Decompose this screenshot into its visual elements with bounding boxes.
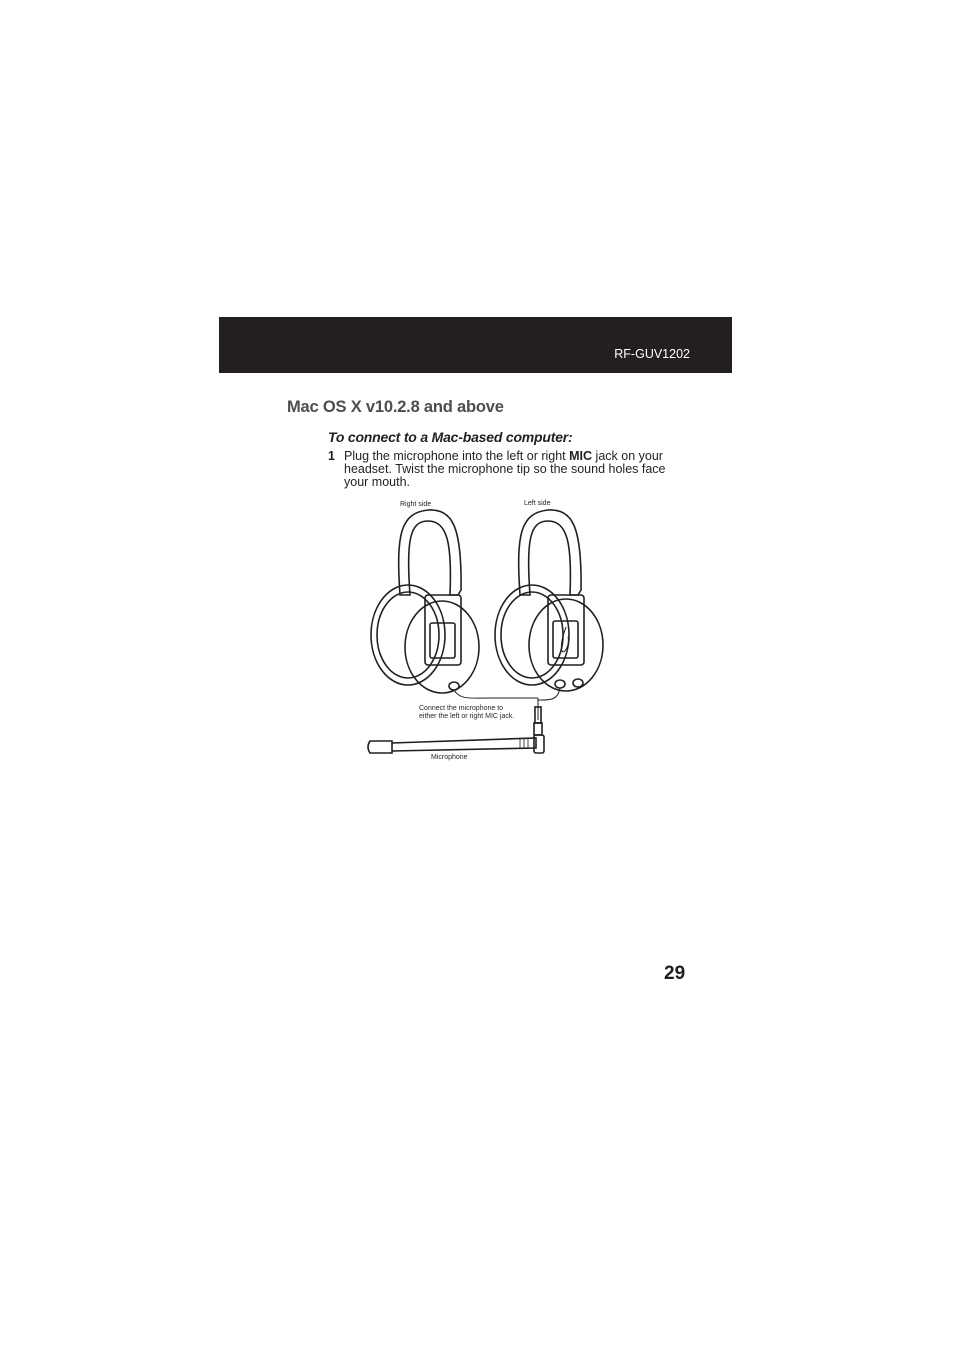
step-text-before: Plug the microphone into the left or right [344, 449, 570, 463]
connect-caption-line-1: Connect the microphone to [419, 705, 504, 712]
right-side-label: Right side [400, 501, 432, 508]
connect-caption [419, 705, 514, 721]
left-side-label: Left side [524, 500, 551, 507]
right-headphone [371, 510, 479, 693]
page-number: 29 [664, 963, 686, 984]
headset-drawing [360, 495, 620, 770]
step-1 [328, 450, 688, 489]
procedure-title: To connect to a Mac-based computer: [328, 429, 573, 445]
headset-illustration [360, 495, 620, 770]
section-title: Mac OS X v10.2.8 and above [287, 398, 504, 416]
connect-caption-line-2: either the left or right MIC jack. [419, 713, 515, 720]
model-number: RF-GUV1202 [614, 347, 690, 361]
header-bar [219, 317, 732, 373]
mic-label: MIC [569, 449, 593, 463]
microphone-label: Microphone [431, 754, 468, 761]
step-number: 1 [328, 449, 335, 463]
step-text-after: jack on your headset. Twist the microphone tip so the sound holes face your mouth. [344, 449, 666, 489]
left-headphone [495, 510, 603, 691]
step-text [344, 450, 688, 489]
